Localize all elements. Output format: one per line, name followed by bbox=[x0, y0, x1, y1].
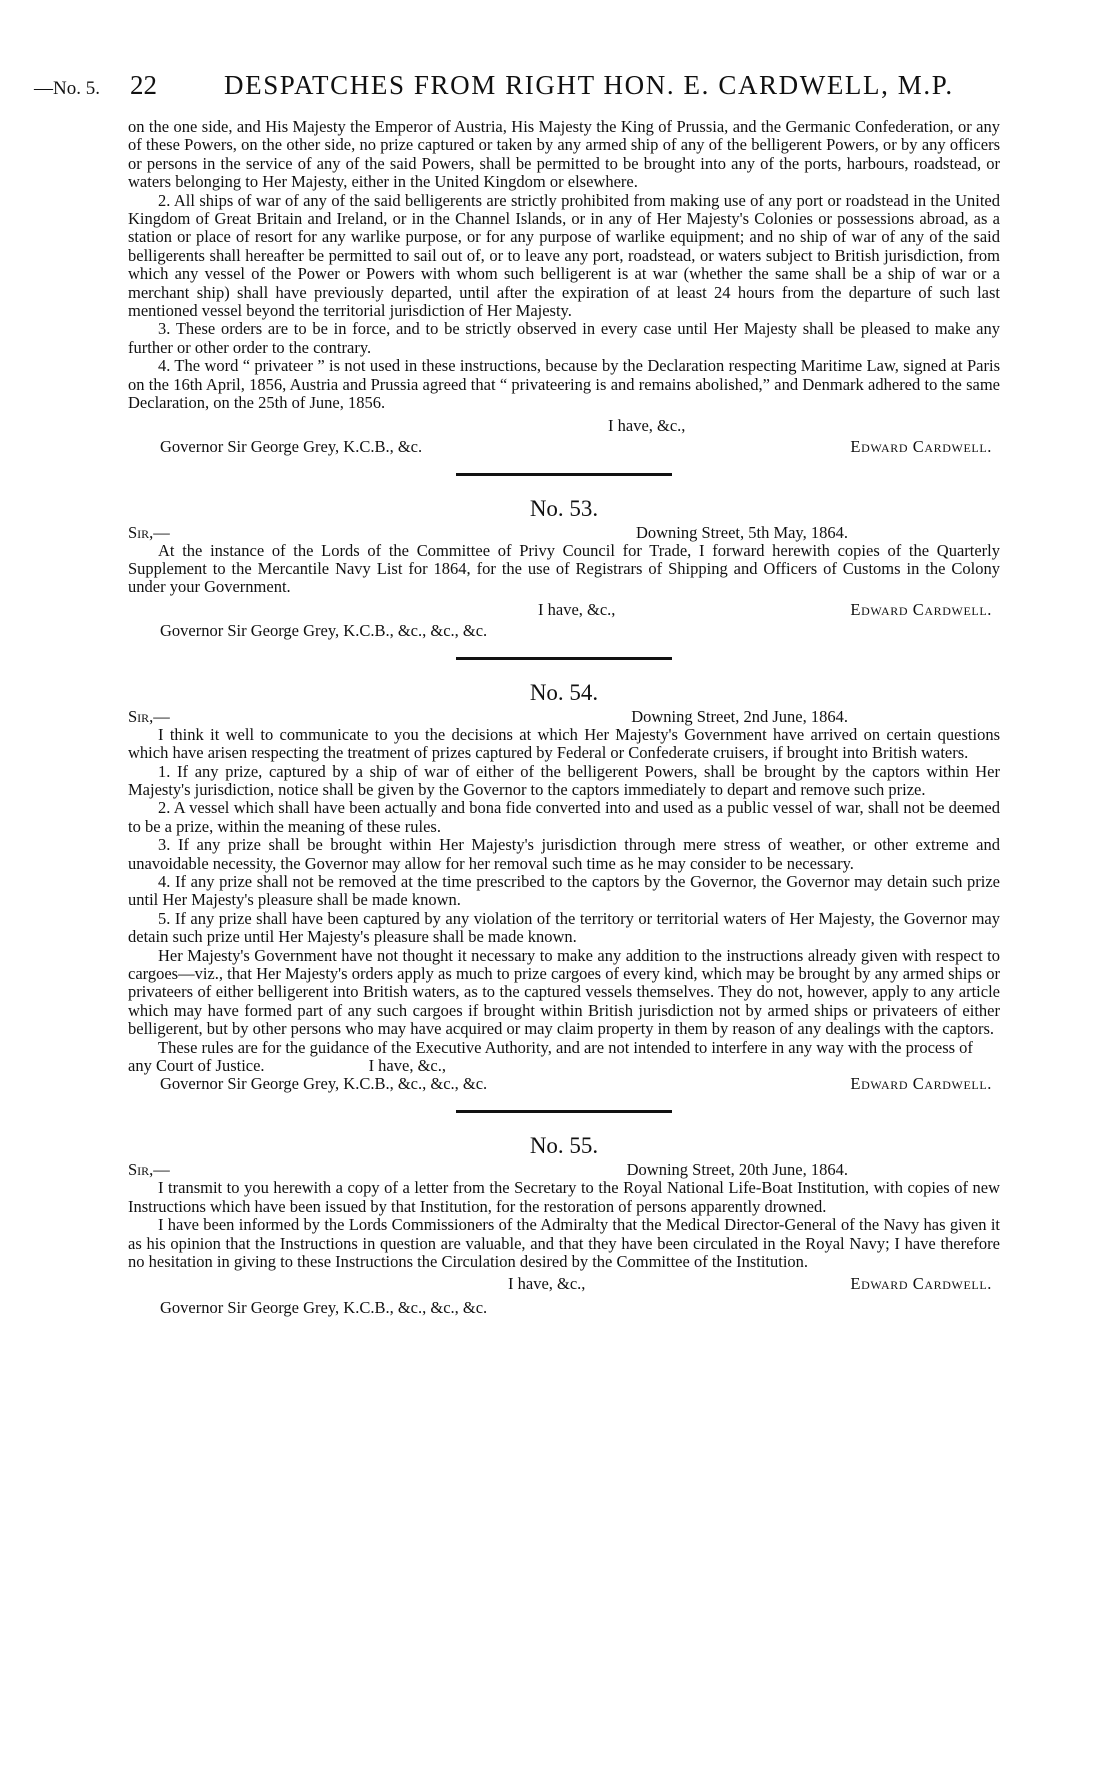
paragraph: on the one side, and His Majesty the Emperor of Austria, His Majesty the King of Prussia, and the Germanic Confederation, or any of these Powers, on the other side, no prize captured or taken by any armed ship of any of the belligerent Powers, or by any officers or persons in the service of any of the said Powers, shall be permitted to be brought into any of the ports, harbours, roadstead, or waters belonging to Her Majesty, either in the United Kingdom or elsewhere. bbox=[128, 117, 1000, 192]
address-line bbox=[128, 438, 1000, 457]
addressee: Governor Sir George Grey, K.C.B., &c., &c., &c. bbox=[160, 1298, 488, 1318]
closing-line bbox=[128, 601, 1000, 620]
paragraph: At the instance of the Lords of the Committee of Privy Council for Trade, I forward herewith copies of the Quarterly Supplement to the Mercantile Navy List for 1864, for the use of Registrars of Shipping and Officers of Customs in the Colony under your Government. bbox=[128, 540, 1000, 597]
paragraph: 2. All ships of war of any of the said belligerents are strictly prohibited from making use of any port or roadstead in the United Kingdom of Great Britain and Ireland, or in the Channel Islands, or in any of Her Majesty's Colonies or possessions abroad, as a station or place of resort for any warlike purpose, or for any purpose of warlike equipment; and no ship of war of any of the said belligerents shall hereafter be permitted to sail out of, or to leave any port, roadstead, or waters subject to British jurisdiction, from which any vessel of the Power or Powers with whom such belligerent is at war (whether the same shall be a ship of war or a merchant ship) shall have previously departed, until after the expiration of at least 24 hours from the departure of such last mentioned vessel beyond the territorial jurisdiction of Her Majesty. bbox=[128, 190, 1000, 321]
addressee: Governor Sir George Grey, K.C.B., &c. bbox=[160, 436, 423, 456]
address-line bbox=[128, 1075, 1000, 1094]
signature: Edward Cardwell. bbox=[850, 599, 992, 619]
place-date: Downing Street, 20th June, 1864. bbox=[626, 1160, 848, 1180]
despatch-no-55 bbox=[128, 1133, 1000, 1318]
section-divider bbox=[456, 1110, 672, 1113]
salutation-line bbox=[128, 524, 1000, 542]
section-divider bbox=[456, 473, 672, 476]
page-header bbox=[34, 70, 1034, 110]
continued-despatch bbox=[128, 118, 1000, 457]
paragraph: 5. If any prize shall have been captured by any violation of the territory or territorial waters of Her Majesty, the Governor may detain such prize until Her Majesty's pleasure shall be made known. bbox=[128, 908, 1000, 947]
paragraph-with-closing bbox=[128, 1039, 1000, 1076]
signature: Edward Cardwell. bbox=[850, 436, 992, 456]
place-date: Downing Street, 2nd June, 1864. bbox=[631, 706, 848, 726]
running-title: DESPATCHES FROM RIGHT HON. E. CARDWELL, M.P. bbox=[224, 70, 954, 100]
addressee: Governor Sir George Grey, K.C.B., &c., &c., &c. bbox=[160, 620, 488, 640]
place-date: Downing Street, 5th May, 1864. bbox=[635, 522, 848, 542]
addressee: Governor Sir George Grey, K.C.B., &c., &c., &c. bbox=[160, 1074, 488, 1094]
closing-formula: I have, &c., bbox=[508, 1274, 586, 1294]
paragraph: I have been informed by the Lords Commissioners of the Admiralty that the Medical Director-General of the Navy has given it as his opinion that the Instructions in question are valuable, and that they have been circulated in the Royal Navy; I have therefore no hesitation in giving to these Instructions the Circulation desired by the Committee of the Institution. bbox=[128, 1215, 1000, 1272]
despatch-number: No. 54. bbox=[529, 679, 599, 705]
closing-formula: I have, &c., bbox=[608, 415, 686, 435]
despatch-number: No. 55. bbox=[529, 1133, 599, 1159]
salutation-line bbox=[128, 708, 1000, 726]
paragraph: I transmit to you herewith a copy of a letter from the Secretary to the Royal National Life-Boat Institution, with copies of new Instructions which have been issued by that Institution, for the restoration of persons apparently drowned. bbox=[128, 1178, 1000, 1216]
paragraph: 3. These orders are to be in force, and to be strictly observed in every case until Her Majesty shall be pleased to make any further or other order to the contrary. bbox=[128, 319, 1000, 357]
signature: Edward Cardwell. bbox=[850, 1074, 992, 1094]
section-divider bbox=[456, 657, 672, 660]
signature: Edward Cardwell. bbox=[850, 1274, 992, 1294]
salutation: Sir,— bbox=[128, 706, 170, 726]
salutation: Sir,— bbox=[128, 522, 170, 542]
paragraph: 4. The word “ privateer ” is not used in these instructions, because by the Declaration respecting Maritime Law, signed at Paris on the 16th April, 1856, Austria and Prussia agreed that “ privateering is and remains abolished,” and Denmark adhered to the same Declaration, on the 25th of June, 1856. bbox=[128, 356, 1000, 413]
closing-formula: I have, &c., bbox=[368, 1056, 446, 1076]
paragraph: 4. If any prize shall not be removed at the time prescribed to the captors by the Governor, the Governor may detain such prize until Her Majesty's pleasure shall be made known. bbox=[128, 871, 1000, 910]
side-note: —No. 5. bbox=[34, 78, 100, 99]
despatch-no-54 bbox=[128, 680, 1000, 1095]
page-number: 22 bbox=[130, 70, 157, 100]
salutation: Sir,— bbox=[128, 1160, 170, 1180]
paragraph: I think it well to communicate to you the decisions at which Her Majesty's Government have arrived on certain questions which have arisen respecting the treatment of prizes captured by Federal or Confederate cruisers, if brought into British waters. bbox=[128, 724, 1000, 763]
paragraph: 3. If any prize shall be brought within Her Majesty's jurisdiction through mere stress of weather, or other extreme and unavoidable necessity, the Governor may allow for her removal such time as he may consider to be necessary. bbox=[128, 835, 1000, 873]
closing-line bbox=[128, 1275, 1000, 1297]
despatch-no-53 bbox=[128, 496, 1000, 641]
paragraph: 1. If any prize, captured by a ship of war of either of the belligerent Powers, shall be brought by the captors within Her Majesty's jurisdiction, notice shall be given by the Governor to the captors immediately to depart and remove such prize. bbox=[128, 761, 1000, 799]
paragraph: 2. A vessel which shall have been actually and bona fide converted into and used as a public vessel of war, shall not be deemed to be a prize, within the meaning of these rules. bbox=[128, 798, 1000, 836]
page-body bbox=[128, 118, 1000, 1318]
despatch-number: No. 53. bbox=[529, 495, 599, 521]
paragraph: Her Majesty's Government have not thought it necessary to make any addition to the instructions already given with respect to cargoes—viz., that Her Majesty's orders apply as much to prize cargoes of every kind, which may be brought by any armed ships or privateers of either belligerent into British waters, as to the captured vessels themselves. They do not, however, apply to any article which may have formed part of any such cargoes if brought within British jurisdiction not by armed ships or privateers of either belligerent, but by other persons who may have acquired or may claim property in them by reason of any dealings with the captors. bbox=[128, 945, 1000, 1039]
closing-line bbox=[128, 417, 1000, 436]
paragraph: These rules are for the guidance of the Executive Authority, and are not intended to interfere in any way with the process of any Court of Justice. bbox=[128, 1037, 973, 1076]
closing-formula: I have, &c., bbox=[538, 599, 616, 619]
salutation-line bbox=[128, 1161, 1000, 1179]
